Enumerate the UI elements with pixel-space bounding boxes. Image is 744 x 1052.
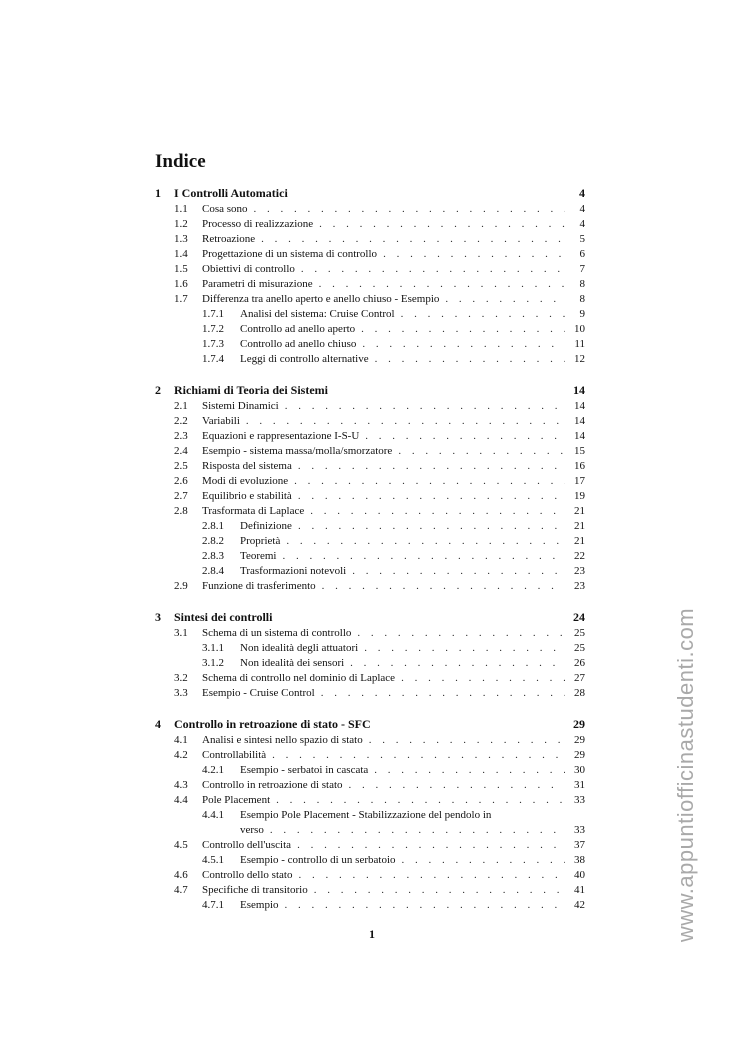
toc-entry-page: 7 <box>579 263 585 275</box>
toc-chapter <box>155 715 585 913</box>
toc-entry-l1 <box>155 868 585 883</box>
leader-dots <box>298 868 565 883</box>
toc-entry-l1 <box>155 444 585 459</box>
toc-entry-title: Variabili <box>202 415 240 427</box>
toc-entry-l1 <box>155 504 585 519</box>
toc-entry-number: 2.6 <box>174 475 188 487</box>
toc-entry-title: Obiettivi di controllo <box>202 263 295 275</box>
toc-entry-l1 <box>155 686 585 701</box>
toc-entry-number: 1.7 <box>174 293 188 305</box>
toc-entry-number: 1.7.2 <box>202 323 224 335</box>
toc-entry-title: Cosa sono <box>202 203 248 215</box>
toc-entry-number: 4.2.1 <box>202 764 224 776</box>
toc-entry-number: 2.8.2 <box>202 535 224 547</box>
toc-entry-title-cont: verso <box>240 824 264 836</box>
toc-entry-title: Processo di realizzazione <box>202 218 314 230</box>
toc-entry-page: 17 <box>574 475 585 487</box>
leader-dots <box>383 247 565 262</box>
toc-entry-number: 2.8 <box>174 505 188 517</box>
toc-entry-number: 4.4 <box>174 794 188 806</box>
toc-entry-number: 4.7 <box>174 884 188 896</box>
toc-entry-title: Controllo dello stato <box>202 869 293 881</box>
toc-entry-page: 4 <box>579 186 585 200</box>
toc-entry-title: Esempio - Cruise Control <box>202 687 315 699</box>
toc-entry-title: Esempio - serbatoi in cascata <box>240 764 369 776</box>
toc-entry-number: 1 <box>155 186 161 200</box>
leader-dots <box>319 217 565 232</box>
toc-entry-number: 1.1 <box>174 203 188 215</box>
toc-entry-page: 21 <box>574 535 585 547</box>
toc-entry-l2 <box>155 763 585 778</box>
leader-dots <box>294 474 565 489</box>
toc-entry-page: 12 <box>574 353 585 365</box>
toc-entry-page: 14 <box>573 383 585 397</box>
toc-entry-number: 2.4 <box>174 445 188 457</box>
toc-entry-page: 9 <box>579 308 585 320</box>
leader-dots <box>321 686 565 701</box>
toc-entry-page: 25 <box>574 642 585 654</box>
toc-entry-l1 <box>155 292 585 307</box>
leader-dots <box>283 549 566 564</box>
toc-entry-page: 33 <box>574 794 585 806</box>
toc-entry-l1 <box>155 838 585 853</box>
leader-dots <box>362 337 565 352</box>
toc-entry-title: Retroazione <box>202 233 256 245</box>
toc-entry-page: 38 <box>574 854 585 866</box>
toc-entry-title: Schema di un sistema di controllo <box>202 627 352 639</box>
toc-entry-page: 10 <box>574 323 585 335</box>
toc-entry-page: 21 <box>574 505 585 517</box>
leader-dots <box>375 352 565 367</box>
toc-entry-number: 4.3 <box>174 779 188 791</box>
toc-entry-page: 33 <box>574 824 585 836</box>
leader-dots <box>270 823 565 838</box>
toc-entry-page: 8 <box>579 278 585 290</box>
toc-entry-page: 14 <box>574 430 585 442</box>
toc-entry-title: Esempio <box>240 899 279 911</box>
toc-entry-number: 2.9 <box>174 580 188 592</box>
toc-entry-l1 <box>155 626 585 641</box>
toc-entry-number: 4.7.1 <box>202 899 224 911</box>
toc-entry-number: 1.4 <box>174 248 188 260</box>
toc-entry-page: 29 <box>573 717 585 731</box>
toc-entry-number: 1.7.3 <box>202 338 224 350</box>
toc-entry-number: 4.5.1 <box>202 854 224 866</box>
toc-entry-l2 <box>155 337 585 352</box>
leader-dots <box>364 641 565 656</box>
toc-entry-title: Esempio Pole Placement - Stabilizzazione del pendolo in <box>240 809 492 821</box>
toc-entry-number: 1.5 <box>174 263 188 275</box>
toc-entry-title: Controllabilità <box>202 749 267 761</box>
leader-dots <box>369 733 565 748</box>
toc-entry-page: 26 <box>574 657 585 669</box>
toc-entry-number: 3.1.1 <box>202 642 224 654</box>
toc-entry-l2 <box>155 564 585 579</box>
toc-entry-number: 4.4.1 <box>202 809 224 821</box>
toc-entry-page: 22 <box>574 550 585 562</box>
leader-dots <box>276 793 565 808</box>
toc-entry-page: 41 <box>574 884 585 896</box>
toc-entry-page: 4 <box>579 203 585 215</box>
toc-entry-title: Leggi di controllo alternative <box>240 353 369 365</box>
toc-entry-l1 <box>155 459 585 474</box>
toc-entry-number: 1.6 <box>174 278 188 290</box>
toc-entry-title: I Controlli Automatici <box>174 186 288 200</box>
toc-entry-page: 30 <box>574 764 585 776</box>
toc-entry-number: 3 <box>155 610 161 624</box>
table-of-contents <box>155 184 585 927</box>
toc-entry-number: 4 <box>155 717 161 731</box>
toc-entry-ch <box>155 608 585 626</box>
toc-entry-l2 <box>155 307 585 322</box>
toc-entry-continuation <box>155 823 585 838</box>
toc-entry-number: 2 <box>155 383 161 397</box>
toc-entry-l1 <box>155 247 585 262</box>
toc-entry-number: 3.1.2 <box>202 657 224 669</box>
toc-entry-l1 <box>155 277 585 292</box>
toc-entry-l2 <box>155 549 585 564</box>
toc-entry-title: Sistemi Dinamici <box>202 400 279 412</box>
page-number: 1 <box>369 927 375 941</box>
toc-entry-number: 2.8.1 <box>202 520 224 532</box>
toc-entry-page: 29 <box>574 749 585 761</box>
toc-entry-l2 <box>155 322 585 337</box>
toc-entry-number: 4.6 <box>174 869 188 881</box>
toc-entry-title: Esempio - controllo di un serbatoio <box>240 854 396 866</box>
toc-entry-page: 23 <box>574 580 585 592</box>
toc-entry-number: 4.2 <box>174 749 188 761</box>
toc-entry-title: Specifiche di transitorio <box>202 884 308 896</box>
toc-entry-title: Trasformata di Laplace <box>202 505 305 517</box>
toc-entry-page: 37 <box>574 839 585 851</box>
toc-entry-number: 1.3 <box>174 233 188 245</box>
toc-entry-number: 2.3 <box>174 430 188 442</box>
leader-dots <box>401 307 565 322</box>
toc-entry-number: 1.7.1 <box>202 308 224 320</box>
toc-entry-number: 4.5 <box>174 839 188 851</box>
leader-dots <box>314 883 565 898</box>
toc-entry-page: 14 <box>574 400 585 412</box>
toc-entry-ch <box>155 715 585 733</box>
toc-entry-number: 3.3 <box>174 687 188 699</box>
toc-entry-title: Equilibrio e stabilità <box>202 490 292 502</box>
toc-entry-l1 <box>155 671 585 686</box>
toc-entry-title: Risposta del sistema <box>202 460 292 472</box>
leader-dots <box>445 292 565 307</box>
toc-entry-number: 2.1 <box>174 400 188 412</box>
leader-dots <box>272 748 565 763</box>
toc-entry-page: 24 <box>573 610 585 624</box>
leader-dots <box>349 778 565 793</box>
toc-entry-number: 2.7 <box>174 490 188 502</box>
toc-entry-number: 3.2 <box>174 672 188 684</box>
toc-entry-title: Schema di controllo nel dominio di Laplace <box>202 672 396 684</box>
leader-dots <box>350 656 565 671</box>
toc-entry-page: 27 <box>574 672 585 684</box>
toc-entry-title: Equazioni e rappresentazione I-S-U <box>202 430 360 442</box>
toc-entry-number: 2.5 <box>174 460 188 472</box>
toc-entry-number: 1.7.4 <box>202 353 224 365</box>
toc-entry-title: Progettazione di un sistema di controllo <box>202 248 378 260</box>
toc-entry-title: Non idealità degli attuatori <box>240 642 359 654</box>
toc-entry-page: 16 <box>574 460 585 472</box>
toc-entry-ch <box>155 184 585 202</box>
leader-dots <box>254 202 565 217</box>
toc-entry-title: Differenza tra anello aperto e anello chiuso - Esempio <box>202 293 440 305</box>
toc-entry-title: Parametri di misurazione <box>202 278 313 290</box>
leader-dots <box>374 763 565 778</box>
toc-entry-l2 <box>155 534 585 549</box>
toc-entry-number: 3.1 <box>174 627 188 639</box>
leader-dots <box>402 853 566 868</box>
toc-entry-page: 19 <box>574 490 585 502</box>
toc-entry-l2 <box>155 853 585 868</box>
toc-entry-number: 2.2 <box>174 415 188 427</box>
leader-dots <box>310 504 565 519</box>
toc-entry-title: Esempio - sistema massa/molla/smorzatore <box>202 445 393 457</box>
toc-entry-page: 15 <box>574 445 585 457</box>
toc-chapter <box>155 608 585 701</box>
toc-entry-l2 <box>155 352 585 367</box>
leader-dots <box>361 322 565 337</box>
toc-entry-title: Controllo in retroazione di stato <box>202 779 343 791</box>
toc-entry-l1 <box>155 414 585 429</box>
leader-dots <box>357 626 565 641</box>
leader-dots <box>319 277 565 292</box>
leader-dots <box>298 459 565 474</box>
toc-entry-title: Controllo ad anello aperto <box>240 323 356 335</box>
toc-entry-title: Controllo ad anello chiuso <box>240 338 357 350</box>
leader-dots <box>297 838 565 853</box>
leader-dots <box>285 399 565 414</box>
toc-entry-l1 <box>155 232 585 247</box>
toc-entry-l2 <box>155 656 585 671</box>
toc-entry-title: Richiami di Teoria dei Sistemi <box>174 383 329 397</box>
leader-dots <box>322 579 565 594</box>
toc-entry-title: Pole Placement <box>202 794 271 806</box>
toc-entry-l2 <box>155 641 585 656</box>
toc-entry-l1 <box>155 883 585 898</box>
toc-entry-title: Trasformazioni notevoli <box>240 565 347 577</box>
toc-entry-l1 <box>155 778 585 793</box>
toc-entry-title: Non idealità dei sensori <box>240 657 345 669</box>
watermark: www.appuntiofficinastudenti.com <box>673 607 698 943</box>
toc-entry-page: 23 <box>574 565 585 577</box>
toc-entry-l1 <box>155 474 585 489</box>
toc-entry-title: Proprietà <box>240 535 281 547</box>
toc-entry-title: Definizione <box>240 520 292 532</box>
toc-entry-page: 5 <box>579 233 585 245</box>
toc-entry-title: Modi di evoluzione <box>202 475 289 487</box>
leader-dots <box>401 671 565 686</box>
toc-entry-l1 <box>155 429 585 444</box>
toc-entry-title: Sintesi dei controlli <box>174 610 273 624</box>
toc-entry-l1 <box>155 579 585 594</box>
toc-entry-l2 <box>155 808 585 823</box>
toc-entry-title: Analisi del sistema: Cruise Control <box>240 308 395 320</box>
toc-entry-page: 42 <box>574 899 585 911</box>
toc-chapter <box>155 381 585 594</box>
toc-entry-page: 25 <box>574 627 585 639</box>
leader-dots <box>298 519 565 534</box>
toc-entry-title: Analisi e sintesi nello spazio di stato <box>202 734 363 746</box>
toc-entry-page: 40 <box>574 869 585 881</box>
toc-entry-l1 <box>155 748 585 763</box>
page-title: Indice <box>155 151 206 172</box>
leader-dots <box>301 262 565 277</box>
toc-entry-l1 <box>155 202 585 217</box>
toc-entry-page: 31 <box>574 779 585 791</box>
toc-entry-page: 29 <box>574 734 585 746</box>
toc-chapter <box>155 184 585 367</box>
toc-entry-l1 <box>155 793 585 808</box>
toc-entry-title: Teoremi <box>240 550 277 562</box>
toc-entry-page: 28 <box>574 687 585 699</box>
leader-dots <box>246 414 565 429</box>
toc-entry-title: Controllo dell'uscita <box>202 839 292 851</box>
toc-entry-page: 14 <box>574 415 585 427</box>
toc-entry-l1 <box>155 489 585 504</box>
toc-entry-title: Controllo in retroazione di stato - SFC <box>174 717 371 731</box>
toc-entry-l2 <box>155 898 585 913</box>
leader-dots <box>286 534 565 549</box>
toc-entry-page: 6 <box>579 248 585 260</box>
toc-entry-page: 21 <box>574 520 585 532</box>
toc-entry-page: 11 <box>574 338 585 350</box>
toc-entry-number: 1.2 <box>174 218 188 230</box>
toc-entry-l1 <box>155 399 585 414</box>
toc-entry-ch <box>155 381 585 399</box>
toc-entry-l1 <box>155 217 585 232</box>
leader-dots <box>365 429 565 444</box>
leader-dots <box>261 232 565 247</box>
toc-entry-l1 <box>155 262 585 277</box>
leader-dots <box>285 898 566 913</box>
leader-dots <box>352 564 565 579</box>
toc-entry-title: Funzione di trasferimento <box>202 580 316 592</box>
toc-entry-number: 2.8.3 <box>202 550 224 562</box>
toc-entry-page: 8 <box>579 293 585 305</box>
toc-entry-l2 <box>155 519 585 534</box>
toc-entry-page: 4 <box>579 218 585 230</box>
leader-dots <box>398 444 565 459</box>
leader-dots <box>298 489 565 504</box>
toc-entry-number: 2.8.4 <box>202 565 224 577</box>
toc-entry-number: 4.1 <box>174 734 188 746</box>
toc-entry-l1 <box>155 733 585 748</box>
